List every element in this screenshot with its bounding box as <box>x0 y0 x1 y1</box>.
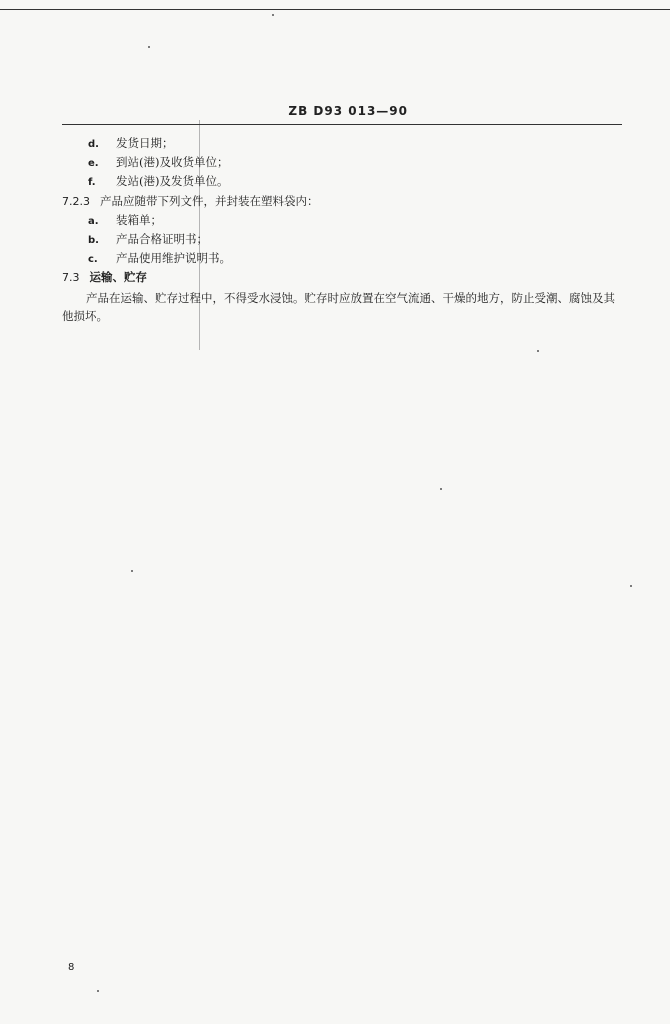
standard-code-header: ZB D93 013—90 <box>288 104 408 118</box>
item-text: 到站(港)及收货单位； <box>116 155 229 169</box>
item-text: 产品使用维护说明书。 <box>116 251 231 265</box>
scan-speck <box>272 14 274 16</box>
item-text: 发货日期； <box>116 136 174 150</box>
item-label: a. <box>88 216 99 227</box>
scan-speck <box>537 350 539 352</box>
scan-speck <box>440 488 442 490</box>
section-number: 7.3 <box>62 271 80 284</box>
top-border-line <box>0 9 670 10</box>
section-text: 产品应随带下列文件，并封装在塑料袋内： <box>100 194 319 208</box>
scan-speck <box>97 990 99 992</box>
list-item <box>88 136 174 152</box>
section-title: 运输、贮存 <box>89 270 147 284</box>
item-text: 发站(港)及发货单位。 <box>116 174 229 188</box>
scan-speck <box>131 570 133 572</box>
section-7-3-paragraph: 产品在运输、贮存过程中，不得受水浸蚀。贮存时应放置在空气流通、干燥的地方，防止受潮、腐蚀及其他损坏。 <box>62 291 615 323</box>
header-rule <box>62 124 622 125</box>
section-number: 7.2.3 <box>62 195 90 208</box>
list-item <box>88 155 228 171</box>
list-item <box>88 213 162 229</box>
item-label: c. <box>88 254 98 265</box>
page-number: 8 <box>68 962 75 973</box>
section-7-3-heading <box>62 270 147 285</box>
item-text: 产品合格证明书； <box>116 232 208 246</box>
scan-speck <box>630 585 632 587</box>
list-item <box>88 232 208 248</box>
item-label: d. <box>88 139 99 150</box>
section-7-2-3 <box>62 194 319 209</box>
list-item <box>88 174 228 190</box>
scan-speck <box>148 46 150 48</box>
item-label: f. <box>88 177 96 188</box>
item-label: e. <box>88 158 99 169</box>
list-item <box>88 251 231 267</box>
item-label: b. <box>88 235 99 246</box>
item-text: 装箱单； <box>116 213 162 227</box>
